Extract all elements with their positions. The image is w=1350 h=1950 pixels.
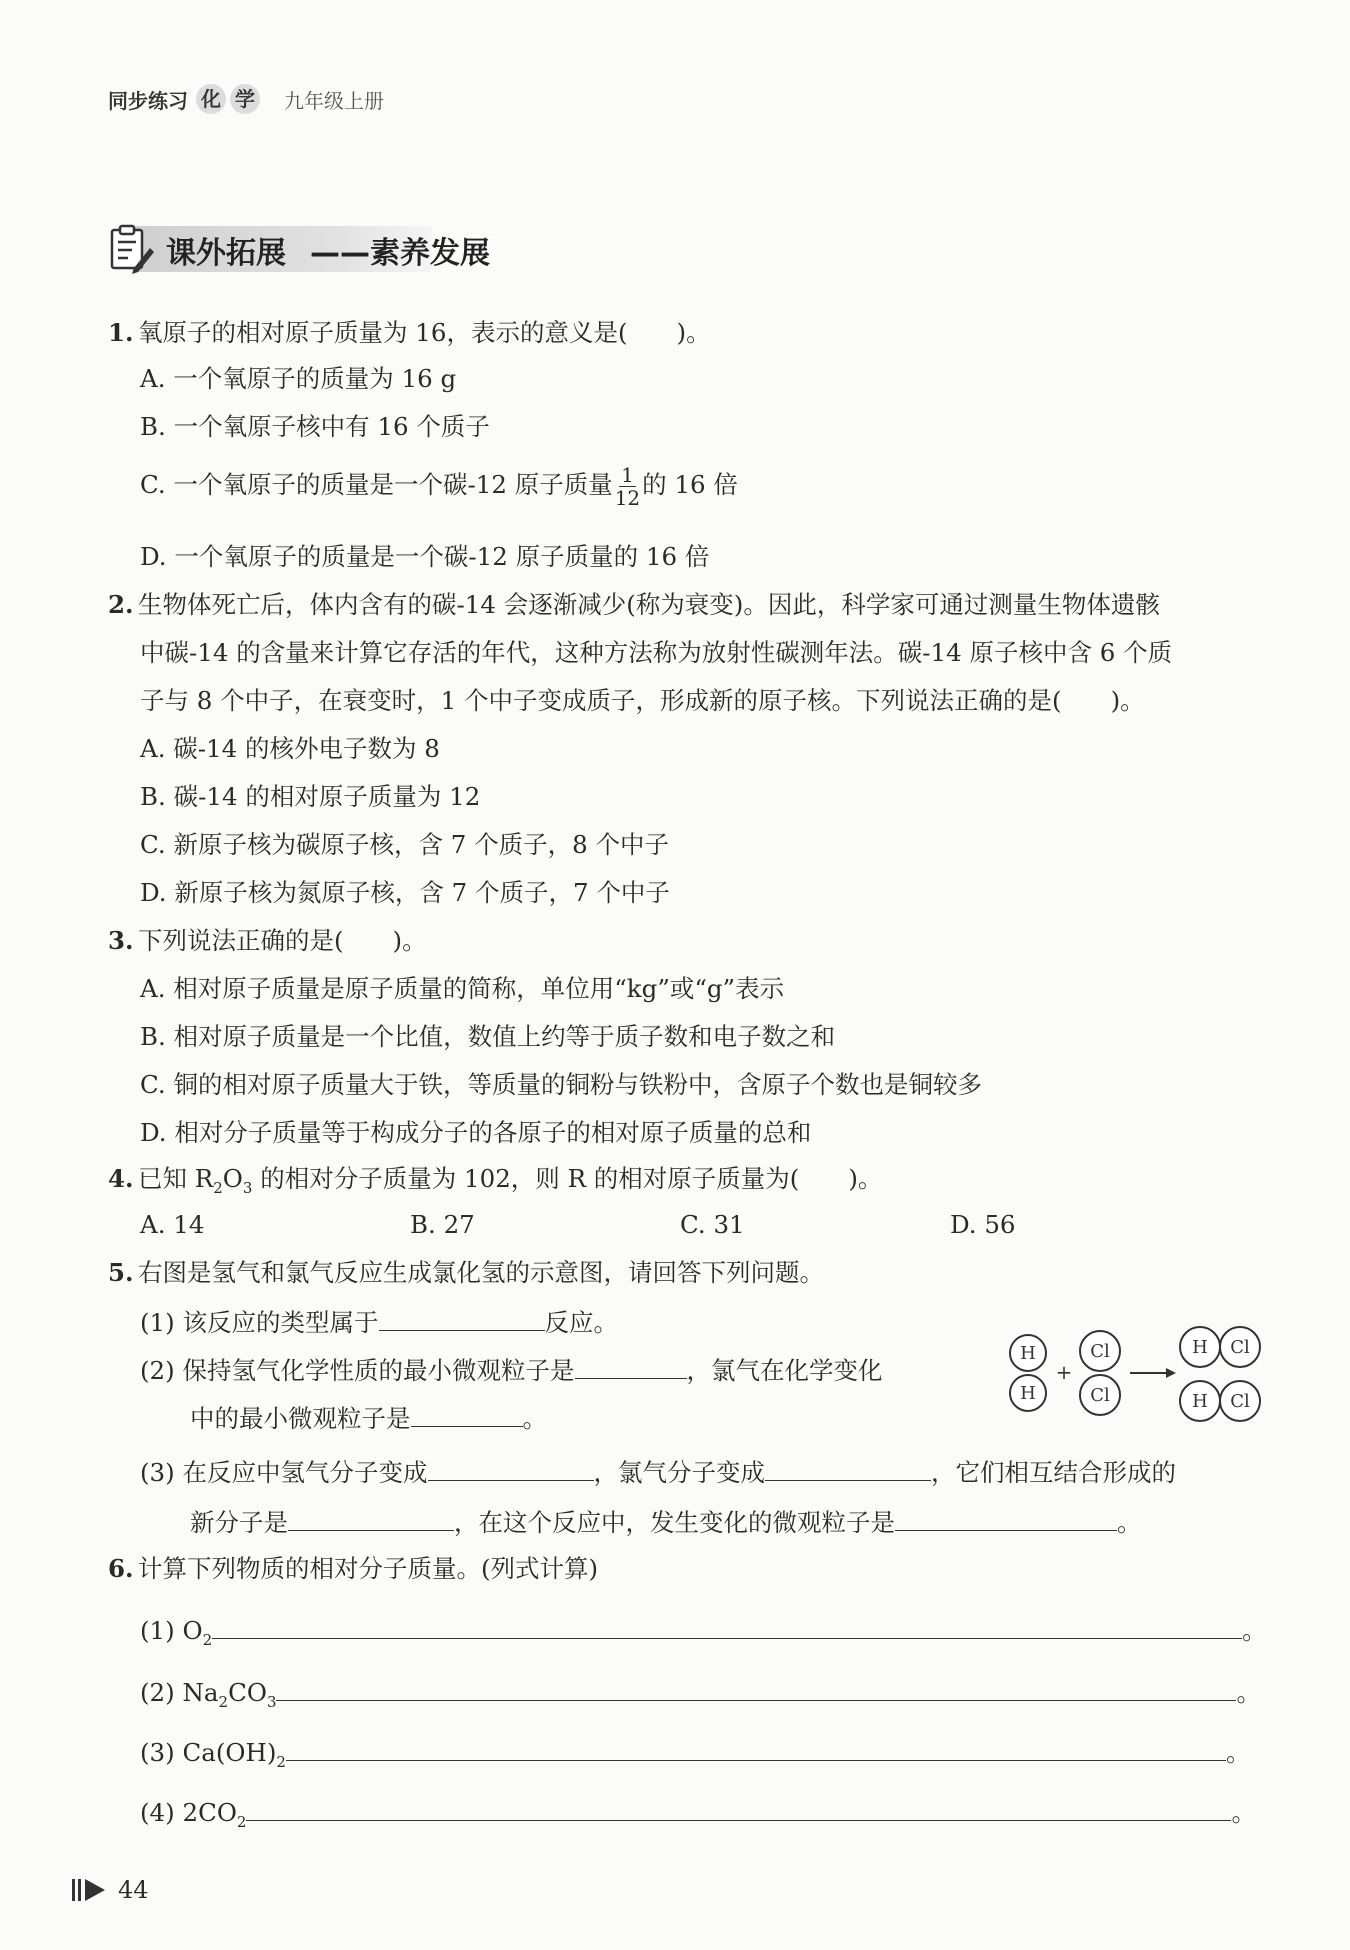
part-text: ，它们相互结合形成的 bbox=[931, 1458, 1176, 1487]
q1-option-d: D. 一个氧原子的质量是一个碳-12 原子质量的 16 倍 bbox=[140, 542, 710, 571]
answer-blank[interactable] bbox=[379, 1304, 545, 1331]
part-text: 。 bbox=[1117, 1508, 1142, 1537]
question-stem: 已知 R bbox=[138, 1164, 214, 1193]
q2-option-b: B. 碳-14 的相对原子质量为 12 bbox=[140, 782, 481, 811]
atom-label: Cl bbox=[1230, 1337, 1250, 1358]
page-arrow-icon bbox=[72, 1877, 108, 1903]
question-stem: 生物体死亡后，体内含有的碳-14 会逐渐减少(称为衰变)。因此，科学家可通过测量生物体遗骸 bbox=[138, 590, 1160, 619]
item-end: 。 bbox=[1236, 1678, 1261, 1707]
question-number: 1. bbox=[108, 318, 134, 347]
book-title: 同步练习 bbox=[108, 88, 188, 113]
question-number: 3. bbox=[108, 926, 134, 955]
subscript: 3 bbox=[266, 1692, 277, 1711]
answer-blank[interactable] bbox=[575, 1352, 687, 1379]
atom-label: H bbox=[1020, 1383, 1036, 1404]
plus-sign: + bbox=[1055, 1360, 1073, 1384]
answer-line[interactable] bbox=[276, 1674, 1236, 1701]
question-number: 6. bbox=[108, 1554, 134, 1583]
answer-blank[interactable] bbox=[895, 1504, 1117, 1531]
item-text: (1) O bbox=[140, 1616, 203, 1645]
question-stem: 下列说法正确的是( )。 bbox=[138, 926, 427, 955]
question-stem: O bbox=[222, 1164, 243, 1193]
grade-label: 九年级上册 bbox=[284, 88, 384, 113]
q5-part-2 bbox=[140, 1352, 883, 1388]
part-text: (1) 该反应的类型属于 bbox=[140, 1308, 379, 1337]
item-end: 。 bbox=[1225, 1738, 1251, 1767]
subscript: 2 bbox=[236, 1812, 247, 1831]
question-5 bbox=[108, 1256, 824, 1290]
q5-part-3 bbox=[140, 1454, 1176, 1490]
part-text: ，氯气分子变成 bbox=[593, 1458, 765, 1487]
atom-label: H bbox=[1192, 1391, 1208, 1412]
question-number: 4. bbox=[108, 1164, 134, 1193]
part-text: 中的最小微观粒子是 bbox=[190, 1404, 411, 1433]
subscript: 3 bbox=[242, 1178, 253, 1197]
atom-label: Cl bbox=[1090, 1341, 1110, 1362]
answer-line[interactable] bbox=[246, 1794, 1231, 1821]
part-text: 。 bbox=[522, 1404, 547, 1433]
question-number: 2. bbox=[108, 590, 134, 619]
item-end: 。 bbox=[1242, 1616, 1267, 1645]
q1-option-b: B. 一个氧原子核中有 16 个质子 bbox=[140, 412, 490, 441]
q6-item-4 bbox=[140, 1794, 1256, 1839]
q1-option-a: A. 一个氧原子的质量为 16 g bbox=[140, 364, 457, 393]
q2-option-d: D. 新原子核为氮原子核，含 7 个质子，7 个中子 bbox=[140, 878, 670, 907]
q2-option-a: A. 碳-14 的核外电子数为 8 bbox=[140, 734, 440, 763]
denominator: 12 bbox=[614, 486, 641, 510]
item-text: (2) Na bbox=[140, 1678, 219, 1707]
atom-label: Cl bbox=[1230, 1391, 1250, 1412]
answer-blank[interactable] bbox=[428, 1454, 594, 1481]
section-title: 课外拓展 bbox=[166, 236, 286, 271]
subscript: 2 bbox=[202, 1630, 213, 1649]
q2-option-c: C. 新原子核为碳原子核，含 7 个质子，8 个中子 bbox=[140, 830, 669, 859]
part-text: 反应。 bbox=[544, 1308, 618, 1337]
fraction bbox=[615, 464, 640, 509]
page-header bbox=[108, 84, 384, 114]
question-6 bbox=[108, 1552, 598, 1586]
subject-badge bbox=[196, 84, 264, 114]
q3-option-a: A. 相对原子质量是原子质量的简称，单位用“kg”或“g”表示 bbox=[140, 974, 785, 1003]
section-heading bbox=[108, 222, 490, 278]
item-text: (4) 2CO bbox=[140, 1798, 237, 1827]
q4-option-b: B. 27 bbox=[410, 1210, 475, 1239]
arrow-icon bbox=[1130, 1368, 1176, 1378]
question-stem: 氧原子的相对原子质量为 16，表示的意义是( )。 bbox=[138, 318, 711, 347]
subscript: 2 bbox=[276, 1752, 286, 1771]
part-text: (3) 在反应中氢气分子变成 bbox=[140, 1458, 428, 1487]
part-text: ，在这个反应中，发生变化的微观粒子是 bbox=[454, 1508, 895, 1537]
q4-option-a: A. 14 bbox=[140, 1210, 205, 1239]
q1-option-c bbox=[140, 464, 738, 509]
item-text: CO bbox=[228, 1678, 267, 1707]
item-text: (3) Ca(OH) bbox=[140, 1738, 277, 1767]
page-footer bbox=[72, 1876, 149, 1904]
reaction-diagram bbox=[1000, 1325, 1270, 1425]
answer-blank[interactable] bbox=[765, 1454, 931, 1481]
q6-item-1 bbox=[140, 1612, 1267, 1657]
q4-option-d: D. 56 bbox=[950, 1210, 1016, 1239]
part-text: (2) 保持氢气化学性质的最小微观粒子是 bbox=[140, 1356, 575, 1385]
q5-part-3-cont bbox=[190, 1504, 1142, 1540]
answer-line[interactable] bbox=[286, 1734, 1226, 1761]
q2-stem-line: 中碳-14 的含量来计算它存活的年代，这种方法称为放射性碳测年法。碳-14 原子核中含 6 个质 bbox=[140, 638, 1173, 667]
question-stem: 的相对分子质量为 102，则 R 的相对原子质量为( )。 bbox=[252, 1164, 883, 1193]
subject-char: 化 bbox=[196, 84, 226, 114]
q5-part-2-cont bbox=[190, 1400, 547, 1436]
atom-label: H bbox=[1020, 1343, 1036, 1364]
question-stem: 右图是氢气和氯气反应生成氯化氢的示意图，请回答下列问题。 bbox=[138, 1258, 824, 1287]
q3-option-d: D. 相对分子质量等于构成分子的各原子的相对原子质量的总和 bbox=[140, 1118, 812, 1147]
question-stem: 计算下列物质的相对分子质量。(列式计算) bbox=[138, 1554, 599, 1583]
q3-option-c: C. 铜的相对原子质量大于铁，等质量的铜粉与铁粉中，含原子个数也是铜较多 bbox=[140, 1070, 982, 1099]
question-3 bbox=[108, 924, 427, 958]
question-1 bbox=[108, 316, 711, 350]
question-number: 5. bbox=[108, 1258, 134, 1287]
part-text: 新分子是 bbox=[190, 1508, 288, 1537]
question-2 bbox=[108, 588, 1160, 622]
part-text: ，氯气在化学变化 bbox=[686, 1356, 883, 1385]
answer-blank[interactable] bbox=[288, 1504, 454, 1531]
numerator: 1 bbox=[621, 463, 634, 487]
subscript: 2 bbox=[213, 1178, 223, 1197]
section-subtitle: ——素养发展 bbox=[310, 236, 490, 271]
q2-stem-line: 子与 8 个中子，在衰变时，1 个中子变成质子，形成新的原子核。下列说法正确的是( )。 bbox=[140, 686, 1145, 715]
notepad-icon bbox=[108, 224, 156, 276]
page-number: 44 bbox=[118, 1876, 149, 1904]
question-4 bbox=[108, 1162, 882, 1205]
subject-char: 学 bbox=[230, 84, 260, 114]
answer-line[interactable] bbox=[212, 1612, 1242, 1639]
q4-option-c: C. 31 bbox=[680, 1210, 745, 1239]
q6-item-3 bbox=[140, 1734, 1250, 1779]
item-end: 。 bbox=[1231, 1798, 1256, 1827]
subscript: 2 bbox=[218, 1692, 229, 1711]
option-text: C. 一个氧原子的质量是一个碳-12 原子质量 bbox=[140, 470, 613, 499]
atom-label: H bbox=[1192, 1337, 1208, 1358]
answer-blank[interactable] bbox=[411, 1400, 523, 1427]
atom-label: Cl bbox=[1090, 1385, 1110, 1406]
q3-option-b: B. 相对原子质量是一个比值，数值上约等于质子数和电子数之和 bbox=[140, 1022, 836, 1051]
q5-part-1 bbox=[140, 1304, 618, 1340]
q6-item-2 bbox=[140, 1674, 1261, 1719]
option-text: 的 16 倍 bbox=[642, 470, 738, 499]
